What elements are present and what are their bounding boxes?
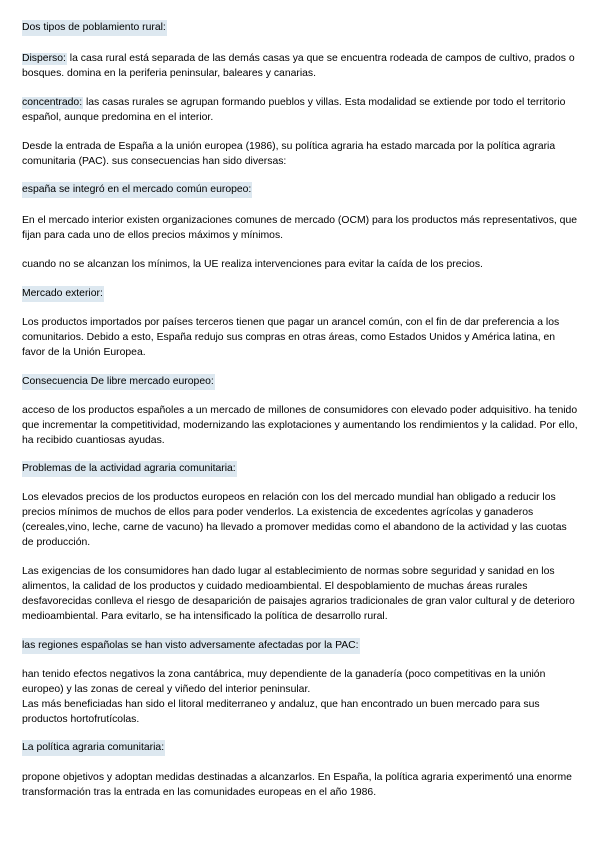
text-disperso: la casa rural está separada de las demás casas ya que se encuentra rodeada de campos de cultivo, prados o bosques. domina en la periferia peninsular, baleares y canarias. — [22, 53, 575, 79]
paragraph-problemas-1: Los elevados precios de los productos europeos en relación con los del mercado mundial han obligado a reducir los precios mínimos de muchos de ellos para poder venderlos. La existencia de excedentes agrícolas y ganaderos (cereales,vino, leche, carne de vacuno) ha llevado a promover medidas como el abandono de la actividad y las cuotas de producción. — [22, 492, 567, 548]
heading-regiones: las regiones españolas se han visto adversamente afectadas por la PAC: — [22, 638, 360, 654]
paragraph-ocm: En el mercado interior existen organizaciones comunes de mercado (OCM) para los productos más representativos, que fijan para cada uno de ellos precios máximos y mínimos. — [22, 215, 578, 241]
heading-problemas-line — [22, 461, 578, 477]
paragraph-regiones-2: Las más beneficiadas han sido el litoral mediterraneo y andaluz, que han encontrado un buen mercado para sus productos hortofrutícolas. — [22, 699, 540, 725]
paragraph-politica: propone objetivos y adoptan medidas destinadas a alcanzarlos. En España, la política agraria experimentó una enorme transformación tras la entrada en las comunidades europeas en el año 1986. — [22, 772, 572, 798]
text-concentrado: las casas rurales se agrupan formando pueblos y villas. Esta modalidad se extiende por todo el territorio español, aunque predomina en el interior. — [22, 97, 566, 123]
heading-mercado-comun: españa se integró en el mercado común europeo: — [22, 182, 252, 198]
heading-consecuencia: Consecuencia De libre mercado europeo: — [22, 374, 215, 390]
heading-politica: La política agraria comunitaria: — [22, 740, 165, 756]
paragraph-minimos: cuando no se alcanzan los mínimos, la UE realiza intervenciones para evitar la caída de los precios. — [22, 259, 483, 270]
term-disperso: Disperso: — [22, 53, 66, 64]
section-title: Dos tipos de poblamiento rural: — [22, 20, 167, 36]
paragraph-pac-intro: Desde la entrada de España a la unión europea (1986), su política agraria ha estado marcada por la política agraria comunitaria (PAC). sus consecuencias han sido diversas: — [22, 141, 556, 167]
heading-consecuencia-line — [22, 374, 578, 390]
heading-mercado-exterior-line — [22, 286, 578, 302]
heading-mercado-exterior: Mercado exterior: — [22, 286, 104, 302]
heading-problemas: Problemas de la actividad agraria comunitaria: — [22, 461, 237, 477]
term-concentrado: concentrado: — [22, 97, 83, 108]
paragraph-exterior: Los productos importados por países terceros tienen que pagar un arancel común, con el fin de dar preferencia a los comunitarios. Debido a esto, España redujo sus compras en otras áreas, como Estados Unidos y América latina, en favor de la Unión Europea. — [22, 317, 560, 358]
title-line — [22, 20, 578, 36]
paragraph-concentrado — [22, 95, 578, 125]
heading-mercado-comun-line — [22, 182, 578, 198]
heading-regiones-line — [22, 638, 578, 654]
paragraph-disperso — [22, 51, 578, 81]
paragraph-regiones-1: han tenido efectos negativos la zona cantábrica, muy dependiente de la ganadería (poco competitivas en la unión europeo) y las zonas de cereal y viñedo del interior peninsular. — [22, 669, 546, 695]
paragraph-consecuencia: acceso de los productos españoles a un mercado de millones de consumidores con elevado poder adquisitivo. ha tenido que incrementar la competitividad, modernizando las explotaciones y aumentando los rendimientos y la calidad. Por ello, ha recibido cuantiosas ayudas. — [22, 405, 578, 446]
heading-politica-line — [22, 740, 578, 756]
paragraph-problemas-2: Las exigencias de los consumidores han dado lugar al establecimiento de normas sobre seguridad y sanidad en los alimentos, la calidad de los productos y cuidado medioambiental. El despoblamiento de muchas áreas rurales desfavorecidas conlleva el riesgo de desaparición de paisajes agrarios tradicionales de gran valor cultural y de deterioro medioambiental. Para evitarlo, se ha intensificado la política de desarrollo rural. — [22, 566, 575, 622]
